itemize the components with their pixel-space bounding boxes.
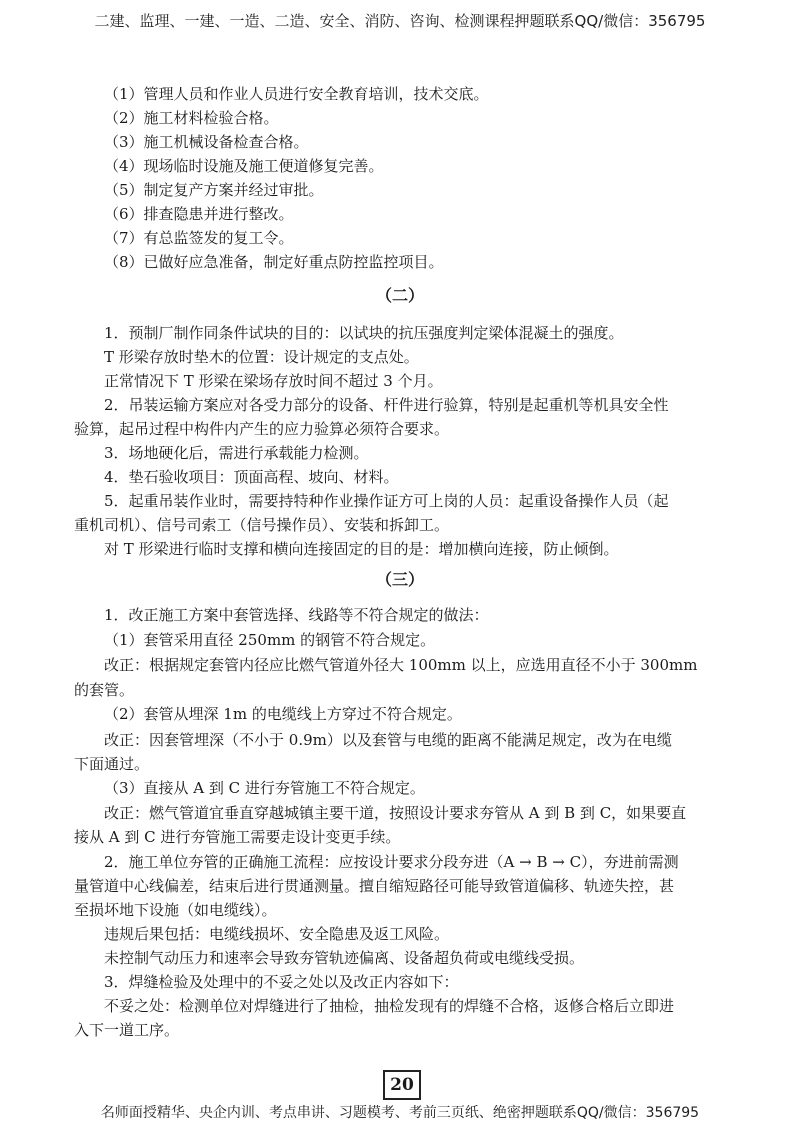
paragraph-line: 5．起重吊装作业时，需要持特种作业操作证方可上岗的人员：起重设备操作人员（起 <box>104 492 669 510</box>
paragraph-line: 违规后果包括：电缆线损坏、安全隐患及返工风险。 <box>104 925 450 943</box>
paragraph-line: 3．场地硬化后，需进行承载能力检测。 <box>104 444 369 462</box>
paragraph-line: （1）套管采用直径 250mm 的钢管不符合规定。 <box>104 631 436 649</box>
page-footer: 名师面授精华、央企内训、考点串讲、习题模考、考前三页纸、绝密押题联系QQ/微信：356795 <box>100 1105 700 1121</box>
page-number: 20 <box>383 1070 421 1100</box>
paragraph-line: 不妥之处：检测单位对焊缝进行了抽检，抽检发现有的焊缝不合格，返修合格后立即进 <box>104 997 675 1015</box>
list-item: （6）排查隐患并进行整改。 <box>104 205 294 223</box>
paragraph-line: 正常情况下 T 形梁在梁场存放时间不超过 3 个月。 <box>104 372 443 390</box>
list-item: （3）施工机械设备检查合格。 <box>104 133 309 151</box>
paragraph-line: 改正：燃气管道宜垂直穿越城镇主要干道，按照设计要求夯管从 A 到 B 到 C，如果要直 <box>104 804 687 822</box>
section-heading-3: （三） <box>375 570 424 589</box>
paragraph-line: 2．施工单位夯管的正确施工流程：应按设计要求分段夯进（A → B → C），夯进前需测 <box>104 853 679 871</box>
paragraph-line: 量管道中心线偏差，结束后进行贯通测量。擅自缩短路径可能导致管道偏移、轨迹失控，甚 <box>74 877 675 895</box>
paragraph-line: 改正：因套管埋深（不小于 0.9m）以及套管与电缆的距离不能满足规定，改为在电缆 <box>104 731 672 749</box>
list-item: （1）管理人员和作业人员进行安全教育培训，技术交底。 <box>104 85 489 103</box>
paragraph-line: （3）直接从 A 到 C 进行夯管施工不符合规定。 <box>104 779 425 797</box>
list-item: （2）施工材料检验合格。 <box>104 109 279 127</box>
list-item: （7）有总监签发的复工令。 <box>104 229 294 247</box>
list-item: （4）现场临时设施及施工便道修复完善。 <box>104 157 384 175</box>
paragraph-line: 未控制气动压力和速率会导致夯管轨迹偏离、设备超负荷或电缆线受损。 <box>104 949 585 967</box>
paragraph-line: 验算，起吊过程中构件内产生的应力验算必须符合要求。 <box>74 420 450 438</box>
paragraph-line: 重机司机）、信号司索工（信号操作员）、安装和拆卸工。 <box>74 516 450 534</box>
paragraph-line: （2）套管从埋深 1m 的电缆线上方穿过不符合规定。 <box>104 705 462 723</box>
paragraph-line: 至损坏地下设施（如电缆线）。 <box>74 901 277 919</box>
page-header: 二建、监理、一建、一造、二造、安全、消防、咨询、检测课程押题联系QQ/微信：356795 <box>94 12 706 30</box>
paragraph-line: 2．吊装运输方案应对各受力部分的设备、杆件进行验算，特别是起重机等机具安全性 <box>104 396 669 414</box>
paragraph-line: 3．焊缝检验及处理中的不妥之处以及改正内容如下： <box>104 973 459 991</box>
paragraph-line: 下面通过。 <box>74 755 150 773</box>
paragraph-line: 1．改正施工方案中套管选择、线路等不符合规定的做法： <box>104 606 489 624</box>
paragraph-line: 入下一道工序。 <box>74 1021 180 1039</box>
paragraph-line: T 形梁存放时垫木的位置：设计规定的支点处。 <box>104 348 419 366</box>
paragraph-line: 的套管。 <box>74 681 135 699</box>
section-heading-2: （二） <box>375 286 424 305</box>
paragraph-line: 改正：根据规定套管内径应比燃气管道外径大 100mm 以上，应选用直径不小于 300mm <box>104 656 698 674</box>
paragraph-line: 对 T 形梁进行临时支撑和横向连接固定的目的是：增加横向连接，防止倾倒。 <box>104 540 619 558</box>
paragraph-line: 接从 A 到 C 进行夯管施工需要走设计变更手续。 <box>74 828 401 846</box>
paragraph-line: 4．垫石验收项目：顶面高程、坡向、材料。 <box>104 468 399 486</box>
list-item: （8）已做好应急准备，制定好重点防控监控项目。 <box>104 253 444 271</box>
paragraph-line: 1．预制厂制作同条件试块的目的：以试块的抗压强度判定梁体混凝土的强度。 <box>104 324 624 342</box>
list-item: （5）制定复产方案并经过审批。 <box>104 181 324 199</box>
